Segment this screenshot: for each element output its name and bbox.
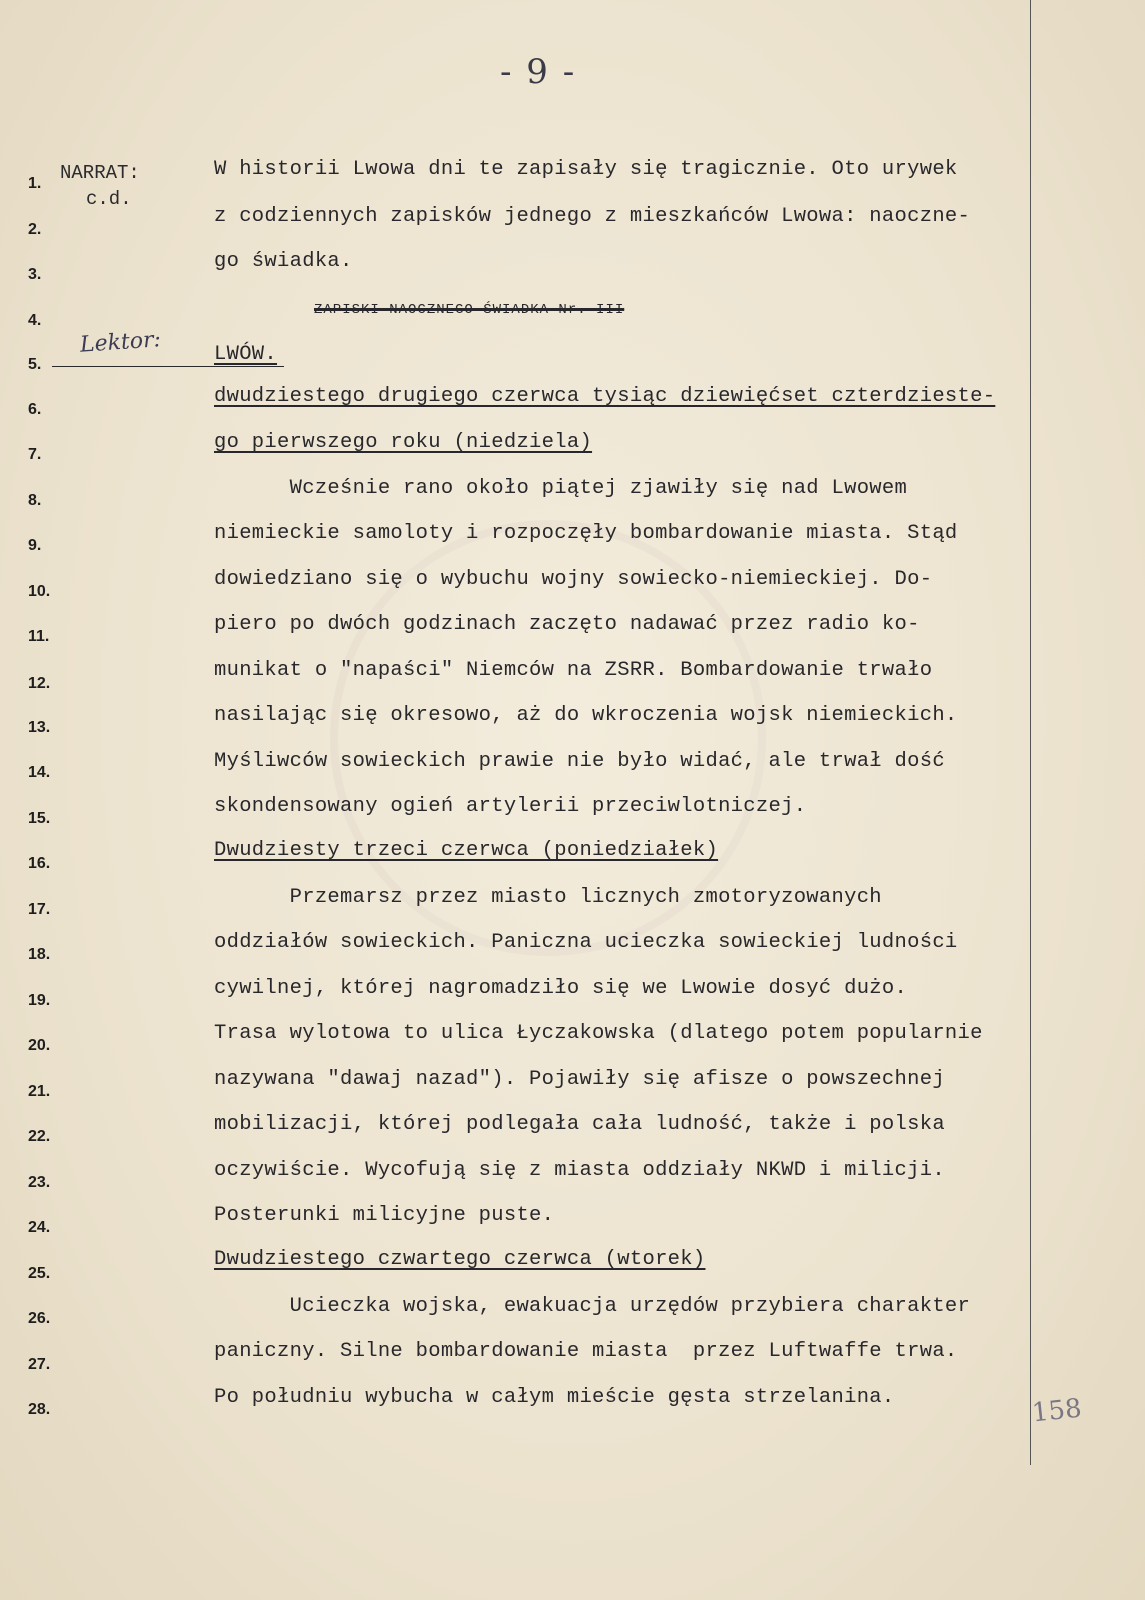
text-line: nasilając się okresowo, aż do wkroczenia wojsk niemieckich.: [214, 704, 958, 727]
line-number: 3.: [28, 266, 42, 283]
line-number: 16.: [28, 855, 51, 872]
line-number: 13.: [28, 719, 51, 736]
line-number: 6.: [28, 401, 42, 418]
line-number: 22.: [28, 1128, 51, 1145]
text-line: cywilnej, której nagromadziło się we Lwowie dosyć dużo.: [214, 977, 908, 1000]
line-number: 4.: [28, 312, 42, 329]
text-line: Trasa wylotowa to ulica Łyczakowska (dlatego potem popularnie: [214, 1022, 983, 1045]
date-heading: Dwudziestego czwartego czerwca (wtorek): [214, 1248, 706, 1271]
line-number: 8.: [28, 492, 42, 509]
date-heading: dwudziestego drugiego czerwca tysiąc dziewięćset czterdzieste-: [214, 385, 996, 408]
text-line: mobilizacji, której podlegała cała ludność, także i polska: [214, 1113, 945, 1136]
line-5-rule: [52, 366, 284, 367]
line-number: 1.: [28, 175, 42, 192]
text-line: go świadka.: [214, 250, 353, 273]
text-line: munikat o "napaści" Niemców na ZSRR. Bombardowanie trwało: [214, 659, 933, 682]
line-number: 28.: [28, 1401, 51, 1418]
margin-rule: [1030, 0, 1031, 1465]
text-line: W historii Lwowa dni te zapisały się tragicznie. Oto urywek: [214, 158, 958, 181]
text-line: skondensowany ogień artylerii przeciwlotniczej.: [214, 795, 807, 818]
line-number: 5.: [28, 356, 42, 373]
text-line: Myśliwców sowieckich prawie nie było widać, ale trwał dość: [214, 750, 945, 773]
speaker-label: [60, 160, 140, 212]
line-number: 15.: [28, 810, 51, 827]
line-number: 27.: [28, 1356, 51, 1373]
line-number: 25.: [28, 1265, 51, 1282]
text-line: Przemarsz przez miasto licznych zmotoryzowanych: [214, 886, 882, 909]
speaker-continued: c.d.: [86, 188, 132, 210]
line-number: 23.: [28, 1174, 51, 1191]
text-line: paniczny. Silne bombardowanie miasta przez Luftwaffe trwa.: [214, 1340, 958, 1363]
line-number: 2.: [28, 221, 42, 238]
line-number: 14.: [28, 764, 51, 781]
text-line: nazywana "dawaj nazad"). Pojawiły się afisze o powszechnej: [214, 1068, 945, 1091]
archive-page-stamp: 158: [1030, 1393, 1084, 1429]
text-line: z codziennych zapisków jednego z mieszkańców Lwowa: naoczne-: [214, 205, 971, 228]
line-number: 24.: [28, 1219, 51, 1236]
handwritten-note: Lektor:: [79, 327, 162, 358]
text-line: oddziałów sowieckich. Paniczna ucieczka sowieckiej ludności: [214, 931, 958, 954]
text-line: Posterunki milicyjne puste.: [214, 1204, 555, 1227]
line-number: 17.: [28, 901, 51, 918]
line-number: 10.: [28, 583, 51, 600]
date-heading: go pierwszego roku (niedziela): [214, 431, 593, 454]
line-number: 21.: [28, 1083, 51, 1100]
date-heading: Dwudziesty trzeci czerwca (poniedziałek): [214, 839, 719, 862]
text-line: dowiedziano się o wybuchu wojny sowiecko-niemieckiej. Do-: [214, 568, 933, 591]
section-heading-lwow: LWÓW.: [214, 343, 278, 366]
text-line: oczywiście. Wycofują się z miasta oddziały NKWD i milicji.: [214, 1159, 945, 1182]
line-number: 9.: [28, 537, 42, 554]
struck-heading: ZAPISKI NAOCZNEGO ŚWIADKA Nr. III: [314, 302, 625, 318]
text-line: piero po dwóch godzinach zaczęto nadawać przez radio ko-: [214, 613, 920, 636]
page-number: - 9 -: [500, 52, 577, 92]
line-number: 18.: [28, 946, 51, 963]
text-line: Ucieczka wojska, ewakuacja urzędów przybiera charakter: [214, 1295, 971, 1318]
line-number: 7.: [28, 446, 42, 463]
line-number: 26.: [28, 1310, 51, 1327]
line-number: 20.: [28, 1037, 51, 1054]
speaker-name: NARRAT:: [60, 162, 140, 184]
line-number: 12.: [28, 675, 51, 692]
line-number: 19.: [28, 992, 51, 1009]
text-line: Po południu wybucha w całym mieście gęsta strzelanina.: [214, 1386, 895, 1409]
text-line: niemieckie samoloty i rozpoczęły bombardowanie miasta. Stąd: [214, 522, 958, 545]
text-line: Wcześnie rano około piątej zjawiły się nad Lwowem: [214, 477, 908, 500]
line-number: 11.: [28, 628, 50, 645]
